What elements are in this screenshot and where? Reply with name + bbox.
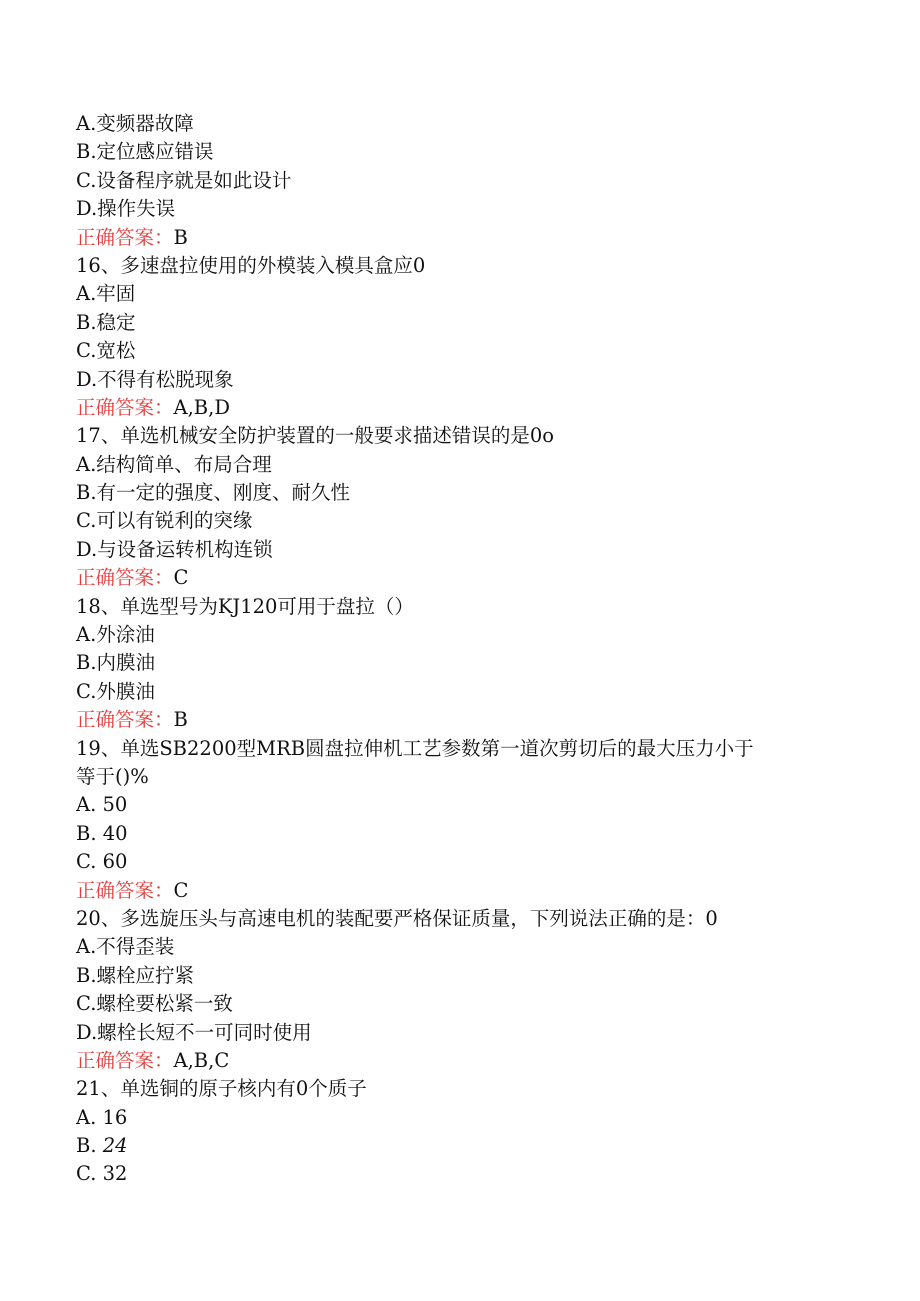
q17-option-c: C.可以有锐利的突缘 — [76, 509, 253, 533]
answer-label: 正确答案： — [76, 395, 174, 419]
answer-value: B — [173, 708, 188, 732]
q19-option-b: B. 40 — [76, 821, 128, 845]
q19-question-line2: 等于()% — [76, 764, 149, 788]
q19-question-line1: 19、单选SB2200型MRB圆盘拉伸机工艺参数第一道次剪切后的最大压力小于 — [76, 736, 754, 760]
q15-option-b: B.定位感应错误 — [76, 140, 214, 164]
answer-label: 正确答案： — [76, 566, 174, 590]
answer-label: 正确答案： — [76, 1048, 174, 1072]
q21-question: 21、单选铜的原子核内有0个质子 — [76, 1077, 367, 1101]
q15-answer — [76, 224, 856, 252]
option-value: 24 — [102, 1134, 128, 1158]
q16-option-c: C.宽松 — [76, 339, 136, 363]
answer-value: A,B,C — [173, 1048, 230, 1072]
answer-value: A,B,D — [173, 395, 230, 419]
q15-option-c: C.设备程序就是如此设计 — [76, 168, 292, 192]
q19-option-c: C. 60 — [76, 850, 128, 874]
q20-option-c: C.螺栓要松紧一致 — [76, 992, 233, 1016]
answer-value: B — [173, 225, 188, 249]
q15-option-d: D.操作失误 — [76, 197, 176, 221]
q20-option-a: A.不得歪装 — [76, 935, 175, 959]
q20-question: 20、多选旋压头与高速电机的装配要严格保证质量，下列说法正确的是：0 — [76, 906, 718, 930]
q21-option-a: A. 16 — [76, 1105, 128, 1129]
answer-label: 正确答案： — [76, 878, 174, 902]
q20-option-b: B.螺栓应拧紧 — [76, 963, 195, 987]
q16-option-a: A.牢固 — [76, 282, 136, 306]
q20-answer — [76, 1047, 856, 1075]
q17-option-d: D.与设备运转机构连锁 — [76, 537, 273, 561]
q20-option-d: D.螺栓长短不一可同时使用 — [76, 1020, 312, 1044]
q17-option-a: A.结构简单、布局合理 — [76, 452, 272, 476]
q16-question: 16、多速盘拉使用的外模装入模具盒应0 — [76, 253, 426, 277]
q19-option-a: A. 50 — [76, 793, 128, 817]
q18-question: 18、单选型号为KJ120可用于盘拉（） — [76, 594, 414, 618]
q18-option-c: C.外膜油 — [76, 679, 155, 703]
answer-label: 正确答案： — [76, 708, 174, 732]
q15-option-a: A.变频器故障 — [76, 112, 194, 135]
q16-answer — [76, 394, 856, 422]
q17-question: 17、单选机械安全防护装置的一般要求描述错误的是0o — [76, 424, 554, 448]
q19-answer — [76, 877, 856, 905]
q21-option-b — [76, 1132, 856, 1160]
question-list — [76, 110, 856, 1189]
answer-value: C — [173, 878, 189, 902]
answer-label: 正确答案： — [76, 225, 174, 249]
q16-option-d: D.不得有松脱现象 — [76, 367, 234, 391]
q18-option-a: A.外涂油 — [76, 623, 155, 647]
q17-option-b: B.有一定的强度、刚度、耐久性 — [76, 481, 351, 505]
q18-option-b: B.内膜油 — [76, 651, 156, 675]
q16-option-b: B.稳定 — [76, 310, 136, 334]
answer-value: C — [173, 566, 189, 590]
q17-answer — [76, 564, 856, 592]
q18-answer — [76, 706, 856, 734]
option-prefix: B. — [76, 1134, 103, 1158]
q21-option-c: C. 32 — [76, 1162, 128, 1186]
